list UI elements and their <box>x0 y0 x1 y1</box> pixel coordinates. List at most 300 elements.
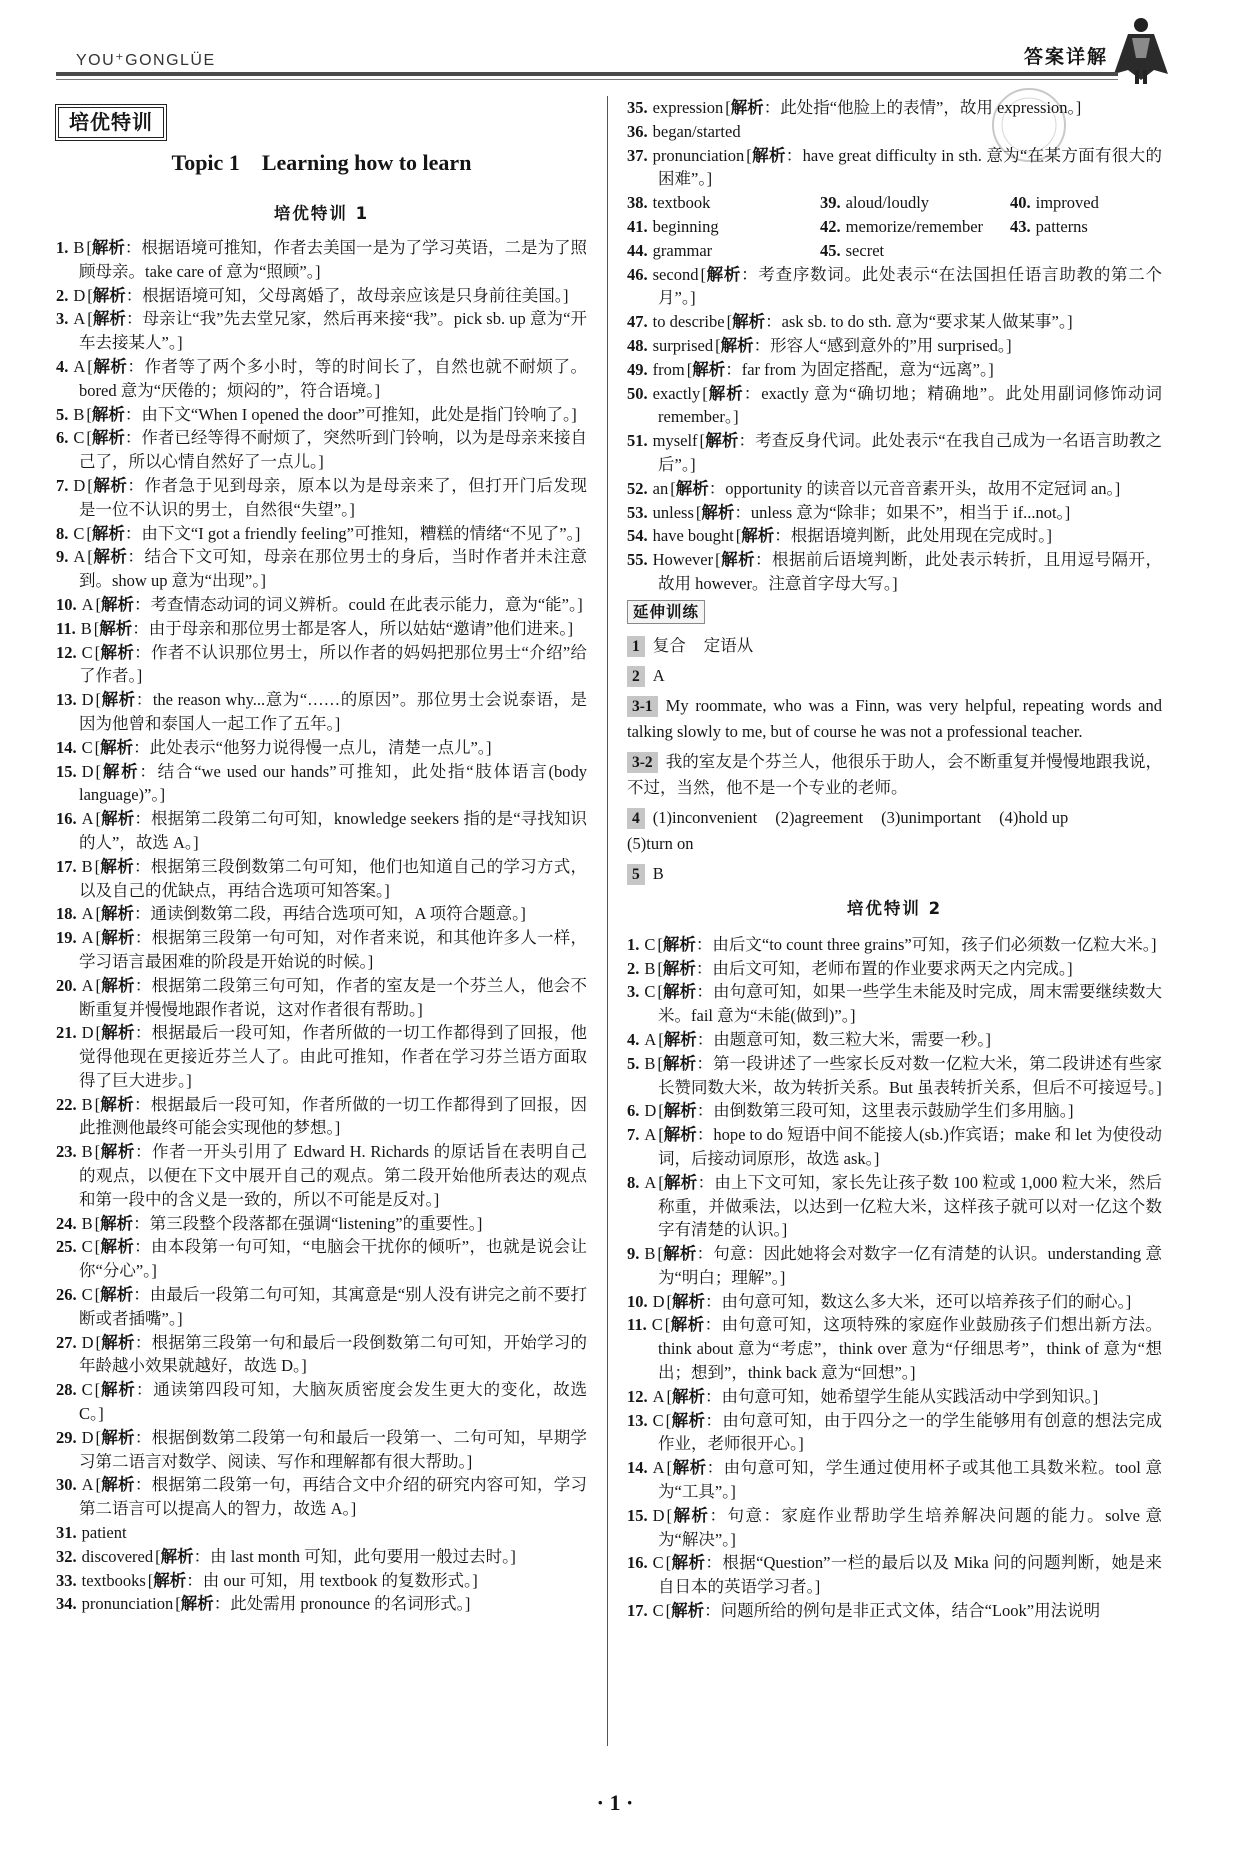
item-number: 45. <box>820 240 841 260</box>
item-answer: B <box>73 238 85 257</box>
analysis-bracket: [ <box>87 285 93 305</box>
extension-item <box>627 861 1162 887</box>
item-answer: D <box>81 1427 94 1447</box>
item-number: 31. <box>56 1523 77 1543</box>
answer-item <box>627 1409 1162 1457</box>
item-number: 53. <box>627 502 648 522</box>
item-answer: B <box>644 958 656 978</box>
answer-cell <box>820 191 1010 215</box>
left-column <box>56 236 587 1781</box>
item-number: 55. <box>627 550 648 570</box>
analysis-bracket: [ <box>94 642 101 662</box>
item-answer: surprised <box>652 335 714 355</box>
analysis-bracket: [ <box>666 1291 673 1311</box>
answer-cell <box>1010 191 1162 215</box>
item-number: 6. <box>56 428 69 448</box>
item-number: 33. <box>56 1570 77 1590</box>
analysis-label: 解析 <box>91 404 125 424</box>
item-answer: A <box>644 1029 657 1049</box>
item-answer: expression <box>652 98 724 117</box>
extension-number: 3-1 <box>627 696 658 717</box>
item-answer: D <box>652 1291 665 1311</box>
item-answer: B <box>73 404 85 424</box>
answer-item <box>56 307 587 355</box>
analysis-label: 解析 <box>101 690 136 710</box>
answer-item <box>56 617 587 641</box>
analysis-note: ：根据第二段第二句可知，knowledge seekers 指的是“寻找知识的人”，故选 A。] <box>79 809 587 852</box>
analysis-note: ：由最后一段第二句可知，其寓意是“别人没有讲完之前不要打断或者插嘴”。] <box>79 1285 587 1328</box>
item-answer: began/started <box>652 121 741 141</box>
item-number: 52. <box>627 478 648 498</box>
analysis-bracket: [ <box>657 982 663 1002</box>
header-rule-thin <box>56 79 1118 80</box>
item-number: 9. <box>627 1244 640 1264</box>
item-number: 54. <box>627 526 648 546</box>
extension-item <box>627 693 1162 745</box>
analysis-bracket: [ <box>726 312 733 332</box>
analysis-note: ：此处表示“他努力说得慢一点儿，清楚一点儿”。] <box>133 737 492 757</box>
analysis-label: 解析 <box>663 1101 697 1121</box>
item-number: 19. <box>56 928 77 948</box>
item-number: 18. <box>56 904 77 924</box>
analysis-bracket: [ <box>657 934 663 954</box>
item-answer: A <box>652 1386 665 1406</box>
answer-item <box>56 736 587 760</box>
analysis-note: ：结合“we used our hands”可推知，此处指“肢体语言(body language)”。] <box>79 761 587 805</box>
analysis-note: ：根据语境可推知，作者去美国一是为了学习英语，二是为了照顾母亲。take care of 意为“照顾”。] <box>79 238 587 281</box>
extension-item <box>627 663 1162 689</box>
analysis-label: 解析 <box>101 1427 135 1447</box>
extension-answer: 定语从 <box>703 635 754 655</box>
item-number: 49. <box>627 359 648 379</box>
item-answer: to describe <box>652 312 725 332</box>
answer-item <box>627 477 1162 501</box>
item-number: 16. <box>56 809 77 829</box>
analysis-label: 解析 <box>92 547 128 567</box>
analysis-bracket: [ <box>95 904 102 924</box>
answer-item <box>627 1171 1162 1242</box>
analysis-note: ：第三段整个段落都在强调“listening”的重要性。] <box>133 1213 483 1233</box>
answer-item <box>56 688 587 736</box>
item-number: 39. <box>820 193 841 213</box>
analysis-label: 解析 <box>705 431 739 451</box>
item-number: 12. <box>56 642 77 662</box>
item-number: 8. <box>56 523 69 543</box>
item-number: 50. <box>627 383 648 403</box>
item-answer: A <box>81 809 94 829</box>
extension-answer: (4)hold up <box>999 807 1069 827</box>
analysis-note: ：根据第二段第三句可知，作者的室友是一个芬兰人，他会不断重复并慢慢地跟作者说，这对作者很有帮助。] <box>79 975 587 1019</box>
analysis-bracket: [ <box>699 431 706 451</box>
answer-list-35-37 <box>627 96 1162 191</box>
analysis-note: ：考查序数词。此处表示“在法国担任语言助教的第二个月”。] <box>658 264 1162 308</box>
right-column <box>627 96 1162 1786</box>
analysis-bracket: [ <box>665 1410 672 1430</box>
extension-number: 1 <box>627 636 645 657</box>
analysis-bracket: [ <box>95 1427 102 1447</box>
extension-number: 4 <box>627 808 645 829</box>
analysis-note: ：第一段讲述了一些家长反对数一亿粒大米，第二段讲述有些家长赞同数大米，故为转折关系。But 虽表转折关系，但后不可接逗号。] <box>658 1053 1162 1097</box>
item-number: 15. <box>627 1505 648 1525</box>
analysis-note: ：根据“Question”一栏的最后以及 Mika 问的问题判断，她是来自日本的英语学习者。] <box>658 1553 1162 1597</box>
analysis-note: ：母亲让“我”先去堂兄家，然后再来接“我”。pick sb. up 意为“开车去接某人”。] <box>79 309 587 353</box>
item-answer: D <box>644 1101 657 1121</box>
set-2-title: 培优特训 2 <box>846 898 943 918</box>
extension-item <box>627 749 1162 801</box>
item-answer: C <box>652 1553 664 1573</box>
analysis-note: ：由句意可知，这项特殊的家庭作业鼓励孩子们想出新方法。think about 意为“考虑”，think over 意为“仔细思考”，think of 意为“想出；想到”，think back 意为“回想”。] <box>658 1315 1162 1383</box>
item-answer: C <box>81 737 93 757</box>
answer-cell <box>627 239 820 263</box>
analysis-bracket: [ <box>664 1315 671 1335</box>
item-number: 10. <box>56 594 77 614</box>
analysis-label: 解析 <box>692 359 726 379</box>
analysis-note: ：根据第三段倒数第二句可知，他们也知道自己的学习方式，以及自己的优缺点，再结合选项可知答案。] <box>79 856 587 900</box>
analysis-note: ：根据倒数第二段第一句和最后一段第一、二句可知，早期学习第二语言对数学、阅读、写作和理解都有很大帮助。] <box>79 1427 587 1471</box>
analysis-note: ：由下文“When I opened the door”可推知，此处是指门铃响了。] <box>124 404 577 424</box>
analysis-bracket: [ <box>95 928 102 948</box>
analysis-note: ：根据第三段第一句和最后一段倒数第二句可知，开始学习的年龄越小效果就越好，故选 D。] <box>79 1332 587 1376</box>
analysis-bracket: [ <box>666 1458 673 1478</box>
item-number: 38. <box>627 193 648 213</box>
topic-title: Topic 1 Learning how to learn <box>171 150 472 175</box>
analysis-label: 解析 <box>672 1505 710 1525</box>
analysis-bracket: [ <box>658 1125 664 1145</box>
analysis-label: 解析 <box>663 1172 698 1192</box>
analysis-bracket: [ <box>658 1172 664 1192</box>
analysis-bracket: [ <box>670 478 676 498</box>
analysis-note: ：考查反身代词。此处表示“在我自己成为一名语言助教之后”。] <box>658 431 1162 474</box>
analysis-bracket: [ <box>657 958 663 978</box>
analysis-bracket: [ <box>95 1475 102 1495</box>
answer-item <box>627 501 1162 525</box>
item-number: 28. <box>56 1380 77 1400</box>
analysis-label: 解析 <box>101 761 140 781</box>
answer-item <box>627 1099 1162 1123</box>
item-number: 44. <box>627 240 648 260</box>
analysis-note: ：根据最后一段可知，作者所做的一切工作都得到了回报，他觉得他现在更接近芬兰人了。由此可推知，作者在学习芬兰语方面取得了巨大进步。] <box>79 1023 587 1090</box>
answer-grid-38-45 <box>627 191 1162 262</box>
answer-item <box>627 1290 1162 1314</box>
analysis-bracket: [ <box>87 547 93 567</box>
item-number: 14. <box>627 1458 648 1478</box>
answer-item <box>56 1021 587 1092</box>
analysis-label: 解析 <box>662 1244 697 1264</box>
analysis-bracket: [ <box>93 618 100 638</box>
analysis-label: 解析 <box>720 335 754 355</box>
analysis-label: 解析 <box>100 1237 135 1257</box>
item-answer: have bought <box>652 526 734 546</box>
item-number: 3. <box>56 309 69 329</box>
analysis-label: 解析 <box>662 1053 697 1073</box>
item-number: 5. <box>627 1053 640 1073</box>
analysis-bracket: [ <box>658 1029 664 1049</box>
answer-item <box>627 120 1162 144</box>
answer-list-46-55 <box>627 263 1162 596</box>
analysis-note: ：根据第二段第一句，再结合文中介绍的研究内容可知，学习第二语言可以提高人的智力，故选 A。] <box>79 1475 587 1519</box>
extension-answer: 复合 <box>652 635 686 655</box>
analysis-label: 解析 <box>100 737 134 757</box>
extension-number: 3-2 <box>627 752 658 773</box>
analysis-bracket: [ <box>95 1332 102 1352</box>
answer-list-set-2 <box>627 933 1162 1623</box>
analysis-label: 解析 <box>153 1570 187 1590</box>
item-answer: A <box>81 975 94 995</box>
item-answer: A <box>81 904 94 924</box>
item-number: 11. <box>627 1315 647 1335</box>
answer-item <box>56 236 587 284</box>
item-answer: A <box>73 547 86 567</box>
analysis-note: ：通读第四段可知，大脑灰质密度会发生更大的变化，故选 C。] <box>79 1380 587 1424</box>
item-number: 41. <box>627 216 648 236</box>
analysis-label: 解析 <box>675 478 709 498</box>
extension-item <box>627 633 1162 659</box>
item-number: 17. <box>627 1601 648 1621</box>
answer-item <box>627 1313 1162 1384</box>
analysis-label: 解析 <box>91 523 125 543</box>
item-number: 32. <box>56 1546 77 1566</box>
analysis-note: ：句意：家庭作业帮助学生培养解决问题的能力。solve 意为“解决”。] <box>658 1505 1162 1549</box>
answer-item <box>56 1426 587 1474</box>
item-number: 42. <box>820 216 841 236</box>
answer-item <box>627 1028 1162 1052</box>
extension-list <box>627 633 1162 887</box>
item-number: 4. <box>627 1029 640 1049</box>
analysis-bracket: [ <box>87 309 93 329</box>
analysis-bracket: [ <box>695 502 702 522</box>
answer-item <box>627 144 1162 192</box>
item-number: 43. <box>1010 216 1031 236</box>
extension-answer: (5)turn on <box>627 833 694 853</box>
analysis-note: ：根据语境判断，此处用现在完成时。] <box>774 526 1052 546</box>
item-number: 36. <box>627 121 648 141</box>
item-answer: A <box>73 309 86 329</box>
item-answer: grammar <box>652 240 713 260</box>
answer-item <box>627 1456 1162 1504</box>
item-number: 51. <box>627 431 648 451</box>
analysis-label: 解析 <box>672 1458 707 1478</box>
item-answer: unless <box>652 502 694 522</box>
answer-item <box>56 355 587 403</box>
analysis-bracket: [ <box>715 550 721 570</box>
item-answer: D <box>81 1023 94 1043</box>
extension-number: 2 <box>627 666 645 687</box>
item-answer: second <box>652 264 699 284</box>
item-answer: pronunciation <box>81 1594 174 1614</box>
extension-number: 5 <box>627 864 645 885</box>
analysis-note: ：根据最后一段可知，作者所做的一切工作都得到了回报，因此推测他最终可能会实现他的梦想。] <box>79 1094 587 1138</box>
analysis-note: ：问题所给的例句是非正式文体，结合“Look”用法说明 <box>704 1601 1101 1621</box>
item-answer: patterns <box>1035 216 1088 236</box>
extension-answer: A <box>652 665 665 685</box>
analysis-note: ：由后文“to count three grains”可知，孩子们必须数一亿粒大米。] <box>695 934 1157 954</box>
item-number: 5. <box>56 404 69 424</box>
answer-item <box>56 593 587 617</box>
item-answer: myself <box>652 431 698 451</box>
analysis-label: 解析 <box>662 934 696 954</box>
answer-item <box>627 429 1162 477</box>
analysis-bracket: [ <box>94 856 101 876</box>
analysis-bracket: [ <box>86 428 92 448</box>
item-answer: A <box>81 928 94 948</box>
analysis-note: ：由句意可知，如果一些学生未能及时完成，周末需要继续数大米。fail 意为“未能(做到)”。] <box>658 982 1162 1026</box>
answer-item <box>627 358 1162 382</box>
item-number: 26. <box>56 1285 77 1305</box>
answer-item <box>56 1569 587 1593</box>
analysis-label: 解析 <box>663 1125 697 1145</box>
analysis-bracket: [ <box>94 737 101 757</box>
answer-item <box>56 855 587 903</box>
analysis-bracket: [ <box>658 1101 664 1121</box>
analysis-label: 解析 <box>99 618 133 638</box>
item-number: 22. <box>56 1094 77 1114</box>
analysis-label: 解析 <box>671 1601 705 1621</box>
extension-item <box>627 805 1162 857</box>
analysis-bracket: [ <box>665 1553 672 1573</box>
analysis-label: 解析 <box>101 1023 135 1043</box>
item-number: 37. <box>627 145 648 165</box>
item-answer: C <box>644 982 656 1002</box>
analysis-bracket: [ <box>666 1505 673 1525</box>
item-answer: A <box>73 356 86 376</box>
answer-item <box>627 1385 1162 1409</box>
analysis-label: 解析 <box>92 309 126 329</box>
analysis-label: 解析 <box>701 502 735 522</box>
answer-item <box>56 641 587 689</box>
answer-cell <box>820 239 1010 263</box>
answer-item <box>627 1599 1162 1623</box>
brand-wordmark: YOU⁺GONGLÜE <box>76 52 216 69</box>
item-number: 23. <box>56 1142 77 1162</box>
answer-item <box>56 1283 587 1331</box>
analysis-note: ：由下文“I got a friendly feeling”可推知，糟糕的情绪“不见了”。] <box>124 523 581 543</box>
item-answer: discovered <box>81 1546 154 1566</box>
analysis-label: 解析 <box>101 928 135 948</box>
answer-item <box>56 474 587 522</box>
analysis-bracket: [ <box>95 690 102 710</box>
extension-box-title: 延伸训练 <box>627 600 705 624</box>
answer-item <box>56 1545 587 1569</box>
extension-answer: (2)agreement <box>775 807 864 827</box>
answer-item <box>56 926 587 974</box>
analysis-label: 解析 <box>101 1332 135 1352</box>
answer-item <box>627 1242 1162 1290</box>
item-answer: A <box>644 1172 657 1192</box>
answer-item <box>56 1521 587 1545</box>
answer-item <box>627 334 1162 358</box>
answer-item <box>627 957 1162 981</box>
answer-item <box>56 1093 587 1141</box>
answer-cell <box>627 215 820 239</box>
item-answer: D <box>73 285 86 305</box>
answer-item <box>627 382 1162 430</box>
answer-item <box>56 807 587 855</box>
analysis-note: ：由倒数第三段可知，这里表示鼓励学生们多用脑。] <box>696 1101 1074 1121</box>
analysis-bracket: [ <box>746 145 752 165</box>
analysis-bracket: [ <box>700 264 706 284</box>
analysis-label: 解析 <box>100 642 135 662</box>
analysis-bracket: [ <box>725 98 731 117</box>
analysis-note: ：由题意可知，数三粒大米，需要一秒。] <box>696 1029 992 1049</box>
analysis-bracket: [ <box>86 404 92 424</box>
answer-item <box>56 760 587 808</box>
item-number: 16. <box>627 1553 648 1573</box>
analysis-bracket: [ <box>94 1142 101 1162</box>
analysis-note: ：由句意可知，学生通过使用杯子或其他工具数米粒。tool 意为“工具”。] <box>658 1458 1162 1502</box>
item-number: 17. <box>56 856 77 876</box>
item-answer: exactly <box>652 383 701 403</box>
item-number: 11. <box>56 618 76 638</box>
analysis-note: ：由上下文可知，家长先让孩子数 100 粒或 1,000 粒大米，然后称重，并做乘法，以达到一亿粒大米，这样孩子就可以对一亿这个数字有清楚的认识。] <box>658 1172 1162 1240</box>
analysis-bracket: [ <box>86 523 92 543</box>
analysis-bracket: [ <box>87 475 93 495</box>
analysis-note: ：此处指“他脸上的表情”，故用 expression。] <box>763 98 1082 117</box>
item-number: 2. <box>627 958 640 978</box>
analysis-bracket: [ <box>175 1594 181 1614</box>
item-answer: pronunciation <box>652 145 745 165</box>
mascot-logo-icon <box>1110 14 1172 86</box>
answer-item <box>627 1052 1162 1100</box>
item-answer: aloud/loudly <box>845 193 930 213</box>
analysis-note: ：由本段第一句可知，“电脑会干扰你的倾听”，也就是说会让你“分心”。] <box>79 1237 587 1281</box>
answer-item <box>627 548 1162 596</box>
analysis-note: ：ask sb. to do sth. 意为“要求某人做某事”。] <box>765 312 1073 332</box>
analysis-note: ：have great difficulty in sth. 意为“在某方面有很大的困难”。] <box>658 145 1162 189</box>
analysis-note: ：作者等了两个多小时，等的时间长了，自然也就不耐烦了。bored 意为“厌倦的；烦闷的”，符合语境。] <box>79 356 587 400</box>
answer-item <box>627 1123 1162 1171</box>
answer-item <box>56 1378 587 1426</box>
analysis-note: ：此处需用 pronounce 的名词形式。] <box>213 1594 471 1614</box>
item-number: 10. <box>627 1291 648 1311</box>
analysis-note: ：由句意可知，她希望学生能从实践活动中学到知识。] <box>705 1386 1099 1406</box>
item-number: 24. <box>56 1213 77 1233</box>
item-answer: secret <box>845 240 885 260</box>
answer-item <box>56 403 587 427</box>
item-answer: patient <box>81 1523 127 1543</box>
answer-item <box>56 1331 587 1379</box>
item-answer: C <box>81 1380 93 1400</box>
analysis-label: 解析 <box>705 264 742 284</box>
analysis-label: 解析 <box>663 1029 697 1049</box>
analysis-bracket: [ <box>87 356 93 376</box>
item-answer: B <box>81 1094 93 1114</box>
item-answer: D <box>81 690 94 710</box>
analysis-note: ：通读倒数第二段，再结合选项可知，A 项符合题意。] <box>134 904 526 924</box>
item-answer: C <box>652 1410 664 1430</box>
item-answer: B <box>80 618 92 638</box>
analysis-label: 解析 <box>751 145 786 165</box>
item-number: 35. <box>627 98 648 117</box>
analysis-label: 解析 <box>101 1475 135 1495</box>
header-rule <box>56 72 1118 76</box>
item-answer: B <box>81 856 93 876</box>
analysis-bracket: [ <box>95 975 102 995</box>
item-answer: textbooks <box>81 1570 146 1590</box>
analysis-note: ：形容人“感到意外的”用 surprised。] <box>753 335 1012 355</box>
answer-item <box>56 545 587 593</box>
analysis-note: ：由句意可知，由于四分之一的学生能够用有创意的想法完成作业，老师很开心。] <box>658 1410 1162 1454</box>
analysis-label: 解析 <box>92 285 126 305</box>
analysis-note: ：作者一开头引用了 Edward H. Richards 的原话旨在表明自己的观点，以便在下文中展开自己的观点。第二段开始他所表达的观点和第一段中的含义是一致的，所以不可能是反对。] <box>79 1142 587 1209</box>
analysis-label: 解析 <box>720 550 756 570</box>
analysis-label: 解析 <box>671 1553 706 1573</box>
answer-item <box>627 524 1162 548</box>
answer-item <box>627 96 1162 120</box>
extension-answer: My roommate, who was a Finn, was very helpful, repeating words and talking slowly to me, but of course he was not a professional teacher. <box>627 695 1162 741</box>
analysis-bracket: [ <box>95 761 102 781</box>
analysis-label: 解析 <box>101 904 135 924</box>
analysis-label: 解析 <box>662 982 697 1002</box>
